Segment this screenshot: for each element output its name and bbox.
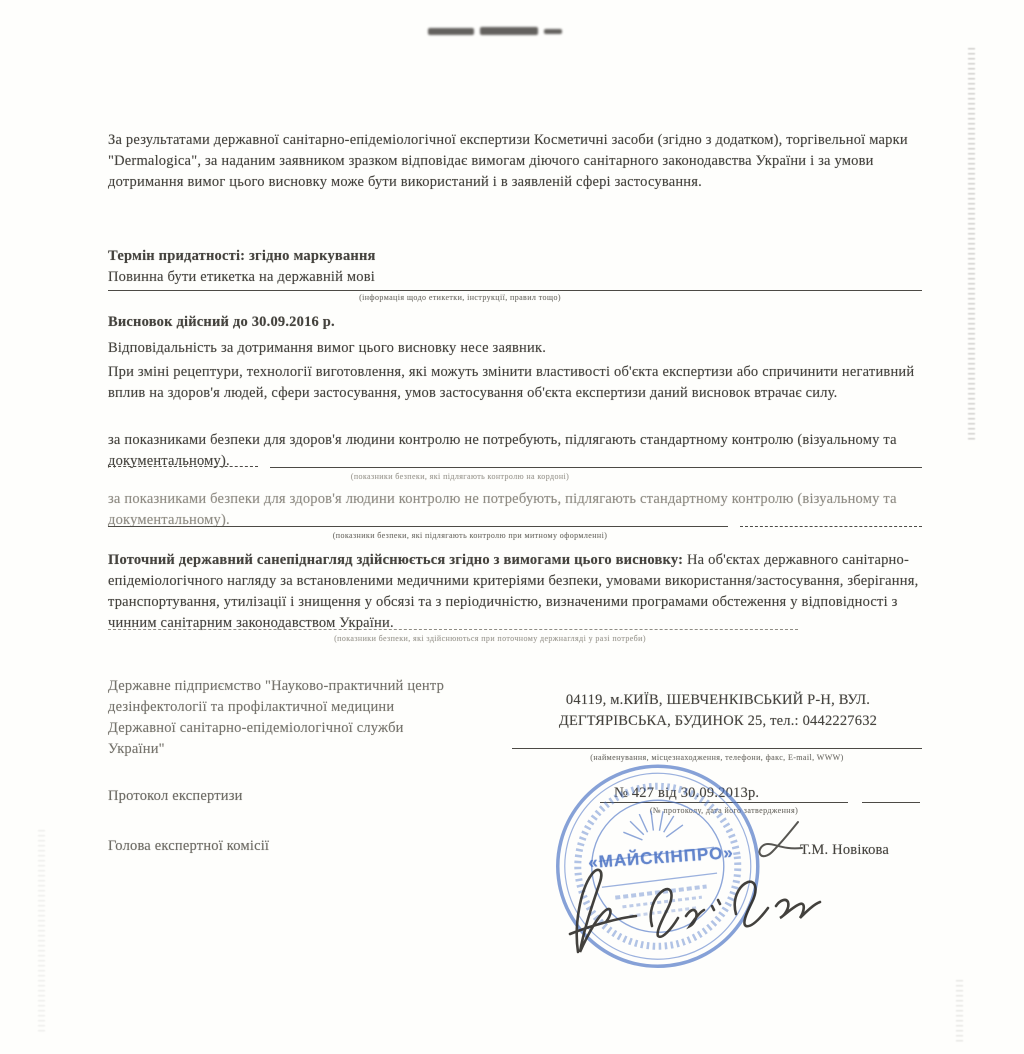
stamp-center-text: «МАЙСКІНПРО»	[587, 842, 735, 873]
address-block: 04119, м.КИЇВ, ШЕВЧЕНКІВСЬКИЙ Р-Н, ВУЛ. ДЕГТЯРІВСЬКА, БУДИНОК 25, тел.: 0442227632	[558, 692, 878, 729]
scan-smudge-artifact	[428, 22, 588, 38]
handwritten-signature	[540, 856, 840, 966]
recipe-change-paragraph: При зміні рецептури, технології виготовлення, які можуть змінити властивості об'єкта експертизи або спричинити негативний вплив на здоров'я людей, сфери застосування, умов застосування об'єкта експертизи даний висновок втрачає силу.	[108, 364, 915, 401]
surveillance-caption: (показники безпеки, які здійснюються при поточному держнагляді у разі потреби)	[334, 634, 646, 643]
protocol-caption: (№ протоколу, дата його затвердження)	[649, 806, 799, 815]
customs-control-caption: (показники безпеки, які підлягають контролю при митному оформленні)	[332, 531, 608, 540]
divider-rule	[108, 466, 258, 467]
chair-label: Голова експертної комісії	[108, 838, 270, 854]
surveillance-paragraph	[108, 550, 928, 634]
organization-caption: (найменування, місцезнаходження, телефони, факс, E-mail, WWW)	[590, 753, 844, 762]
divider-rule	[862, 802, 920, 803]
label-requirement-text: Повинна бути етикетка на державній мові	[108, 269, 376, 285]
shelf-life-header: Термін придатності: згідно маркування	[108, 248, 376, 264]
safety-customs-paragraph: за показниками безпеки для здоров'я людини контролю не потребують, підлягають стандартному контролю (візуальному та документальному).	[108, 491, 897, 528]
divider-rule	[108, 629, 798, 630]
divider-rule	[270, 467, 922, 468]
safety-border-paragraph: за показниками безпеки для здоров'я людини контролю не потребують, підлягають стандартному контролю (візуальному та документальному).	[108, 432, 897, 469]
surveillance-lead: Поточний державний санепіднагляд здійснюється згідно з вимогами цього висновку:	[108, 552, 684, 568]
divider-rule	[512, 748, 922, 749]
responsibility-statement: Відповідальність за дотримання вимог цього висновку несе заявник.	[108, 340, 547, 356]
divider-rule	[740, 526, 922, 527]
label-requirement-line	[108, 267, 922, 291]
protocol-label: Протокол експертизи	[108, 788, 243, 804]
divider-rule	[108, 526, 728, 527]
validity-statement: Висновок дійсний до 30.09.2016 р.	[108, 314, 335, 330]
organization-block: Державне підприємство "Науково-практичний центр дезінфектології та профілактичної медицини Державної санітарно-епідеміологічної служби України"	[108, 678, 445, 757]
protocol-value: № 427 від 30.09.2013р.	[614, 785, 760, 801]
expertise-result-paragraph: За результатами державної санітарно-епідеміологічної експертизи Косметичні засоби (згідно з додатком), торгівельної марки "Dermalogica", за наданим заявником зразком відповідає вимогам діючого санітарного законодавства України і за умови дотримання вимог цього висновку може бути використаний і в заявленій сфері застосування.	[108, 132, 908, 190]
page-edge-artifact	[38, 830, 45, 1035]
page-edge-artifact	[968, 48, 975, 440]
page-edge-artifact	[956, 980, 963, 1044]
border-control-caption: (показники безпеки, які підлягають контролю на кордоні)	[350, 472, 570, 481]
surveillance-body: На об'єктах державного санітарно-епідеміологічного нагляду за встановленими медичними критеріями безпеки, умовами використання/застосування, зберігання, транспортування, утилізації і знищення у обсязі та з періодичністю, визначеними програмами обстеження у відповідності з чинним санітарним законодавством України.	[108, 552, 919, 631]
label-info-caption: (інформація щодо етикетки, інструкції, правил тощо)	[359, 293, 561, 302]
chair-name: Т.М. Новікова	[800, 842, 890, 858]
